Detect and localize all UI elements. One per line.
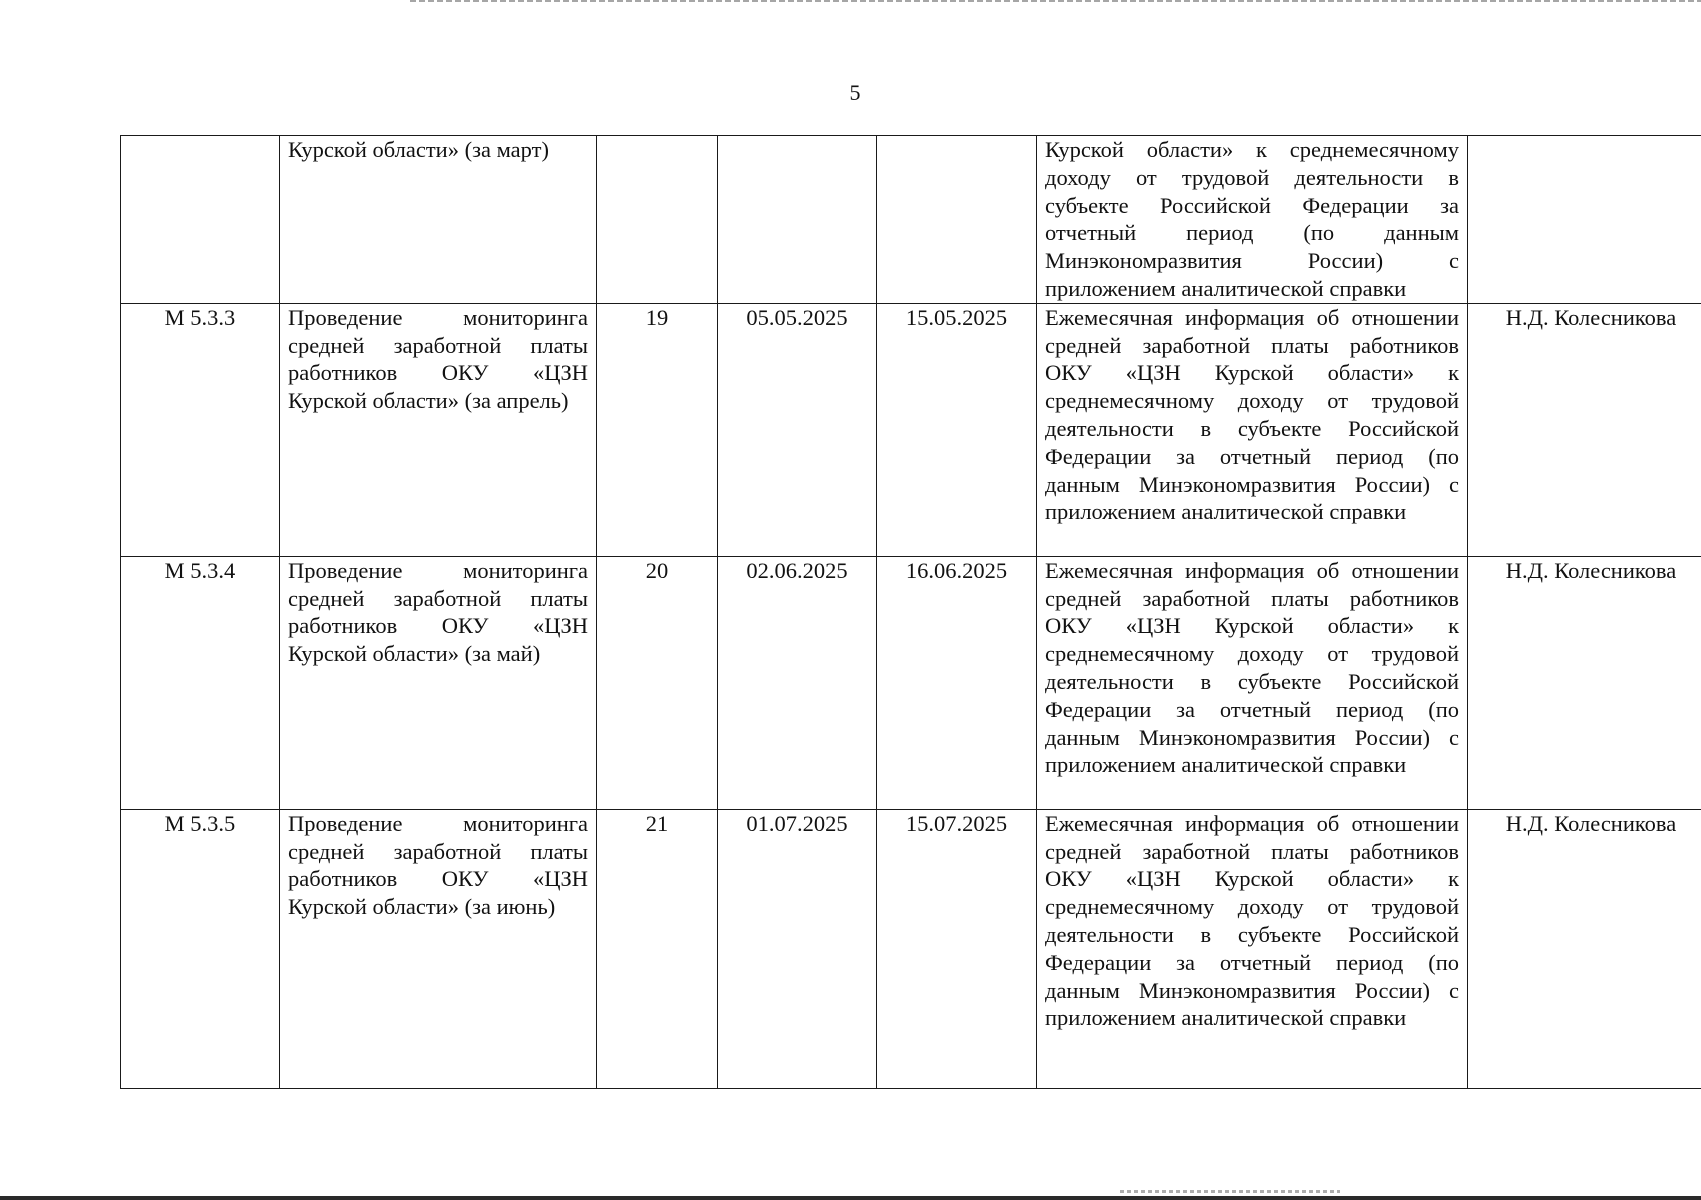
cell-number — [597, 136, 718, 304]
cell-responsible: Н.Д. Колесникова — [1468, 809, 1701, 1088]
cell-result: Ежемесячная информация об отношении средней заработной платы работников ОКУ «ЦЗН Курской области» к среднемесячному доходу от трудовой деятельности в субъекте Российской Федерации за отчетный период (по данным Минэкономразвития России) с приложением аналитической справки — [1037, 556, 1468, 809]
cell-start-date: 02.06.2025 — [718, 556, 877, 809]
cell-responsible: Н.Д. Колесникова — [1468, 303, 1701, 556]
cell-responsible: Н.Д. Колесникова — [1468, 556, 1701, 809]
cell-task-name: Курской области» (за март) — [280, 136, 597, 304]
plan-table — [120, 135, 1701, 1089]
cell-result: Ежемесячная информация об отношении средней заработной платы работников ОКУ «ЦЗН Курской области» к среднемесячному доходу от трудовой деятельности в субъекте Российской Федерации за отчетный период (по данным Минэкономразвития России) с приложением аналитической справки — [1037, 809, 1468, 1088]
scan-edge-bottom — [0, 1196, 1701, 1200]
cell-result: Ежемесячная информация об отношении средней заработной платы работников ОКУ «ЦЗН Курской области» к среднемесячному доходу от трудовой деятельности в субъекте Российской Федерации за отчетный период (по данным Минэкономразвития России) с приложением аналитической справки — [1037, 303, 1468, 556]
cell-number: 20 — [597, 556, 718, 809]
cell-number: 21 — [597, 809, 718, 1088]
cell-code — [121, 136, 280, 304]
cell-task-name: Проведение мониторинга средней заработной платы работников ОКУ «ЦЗН Курской области» (за апрель) — [280, 303, 597, 556]
cell-start-date: 01.07.2025 — [718, 809, 877, 1088]
cell-task-name: Проведение мониторинга средней заработной платы работников ОКУ «ЦЗН Курской области» (за июнь) — [280, 809, 597, 1088]
table-row — [121, 303, 1701, 556]
cell-result: Курской области» к среднемесячному доходу от трудовой деятельности в субъекте Российской Федерации за отчетный период (по данным Минэкономразвития России) с приложением аналитической справки — [1037, 136, 1468, 304]
cell-start-date: 05.05.2025 — [718, 303, 877, 556]
cell-number: 19 — [597, 303, 718, 556]
cell-task-name: Проведение мониторинга средней заработной платы работников ОКУ «ЦЗН Курской области» (за май) — [280, 556, 597, 809]
scan-edge-dash — [1120, 1190, 1340, 1193]
cell-start-date — [718, 136, 877, 304]
cell-code: М 5.3.3 — [121, 303, 280, 556]
table-row — [121, 136, 1701, 304]
cell-code: М 5.3.5 — [121, 809, 280, 1088]
table-row — [121, 809, 1701, 1088]
cell-responsible — [1468, 136, 1701, 304]
cell-end-date: 16.06.2025 — [877, 556, 1037, 809]
cell-code: М 5.3.4 — [121, 556, 280, 809]
table-row — [121, 556, 1701, 809]
scan-edge-top — [410, 0, 1701, 2]
cell-end-date: 15.07.2025 — [877, 809, 1037, 1088]
cell-end-date: 15.05.2025 — [877, 303, 1037, 556]
page-number: 5 — [849, 80, 861, 105]
cell-end-date — [877, 136, 1037, 304]
